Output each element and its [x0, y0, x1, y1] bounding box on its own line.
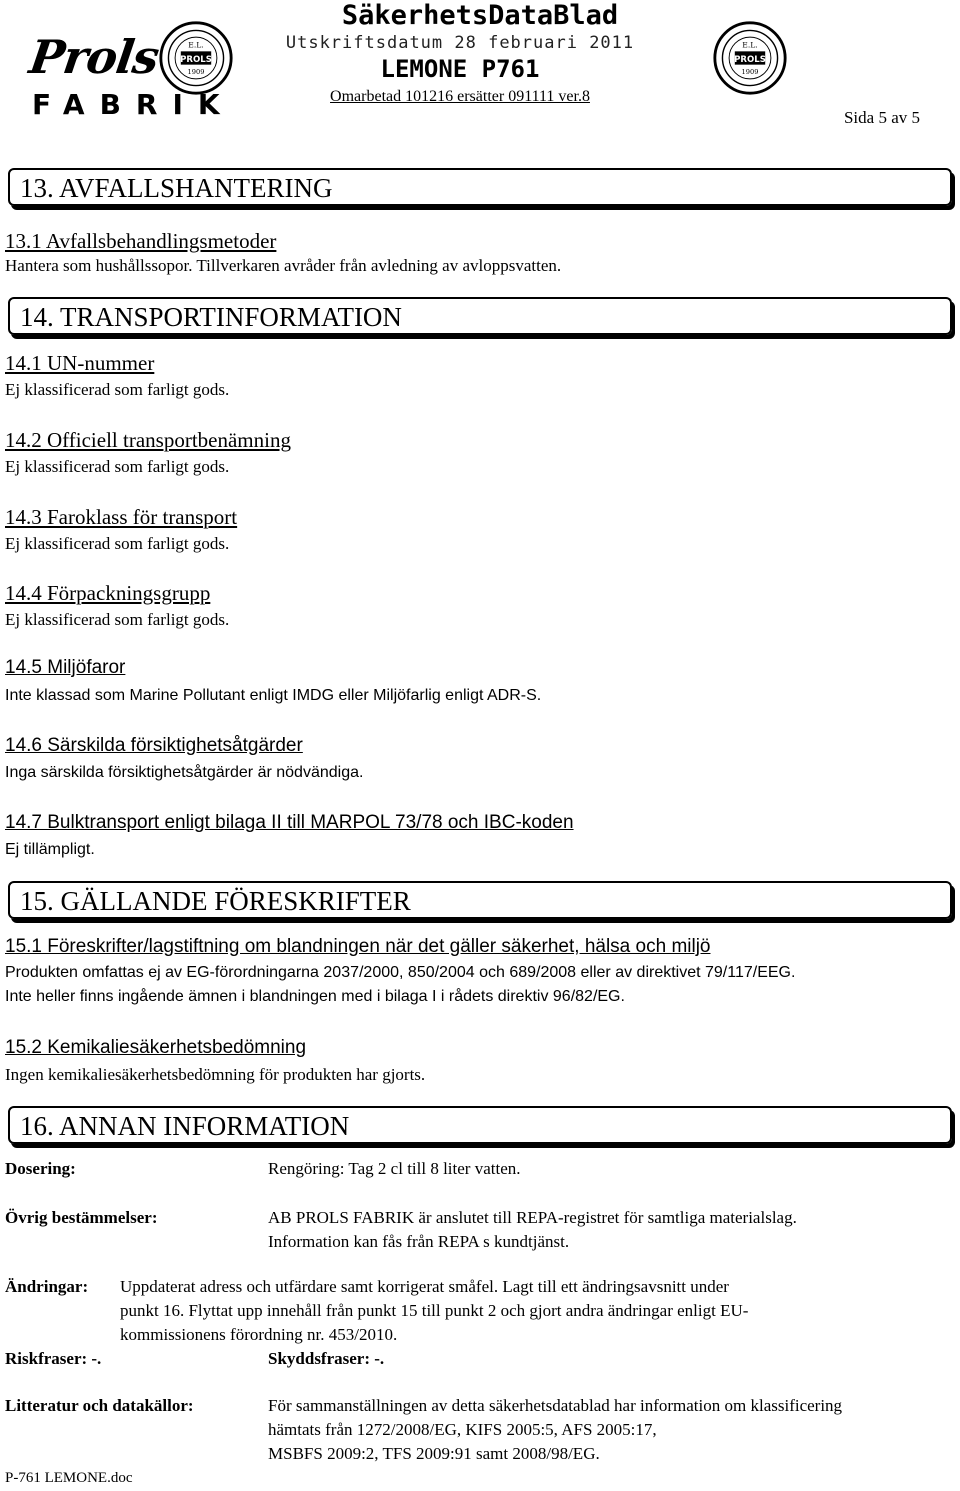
- document-title: SäkerhetsDataBlad: [341, 0, 619, 31]
- subsection-heading: 14.6 Särskilda försiktighetsåtgärder: [5, 735, 303, 756]
- section-title: 14. TRANSPORTINFORMATION: [20, 302, 402, 332]
- company-logo-subtitle: FABRIK: [32, 88, 235, 121]
- subsection-heading: 14.5 Miljöfaror: [5, 657, 126, 678]
- subsection-text: Inte heller finns ingående ämnen i blandningen med i bilaga I i rådets direktiv 96/82/EG.: [5, 988, 625, 1005]
- subsection-heading: 14.2 Officiell transportbenämning: [5, 428, 291, 452]
- svg-text:1909: 1909: [741, 68, 759, 77]
- subsection-text: Ej tillämpligt.: [5, 841, 95, 858]
- subsection-text: Ej klassificerad som farligt gods.: [5, 380, 230, 399]
- subsection-heading: 13.1 Avfallsbehandlingsmetoder: [5, 229, 277, 253]
- litteratur-line: MSBFS 2009:2, TFS 2009:91 samt 2008/98/EG.: [268, 1444, 600, 1463]
- page-number: Sida 5 av 5: [843, 108, 920, 127]
- ovrig-label: Övrig bestämmelser:: [5, 1208, 158, 1227]
- subsection-text: Ingen kemikaliesäkerhetsbedömning för produkten har gjorts.: [5, 1065, 426, 1084]
- section-16-header: [8, 1106, 952, 1144]
- section-13-header: [8, 168, 952, 206]
- subsection-text: Ej klassificerad som farligt gods.: [5, 610, 230, 629]
- section-title: 13. AVFALLSHANTERING: [20, 173, 333, 203]
- dosering-value: Rengöring: Tag 2 cl till 8 liter vatten.: [268, 1159, 521, 1178]
- litteratur-line: För sammanställningen av detta säkerhetsdatablad har information om klassificering: [268, 1396, 843, 1415]
- svg-text:PROLS: PROLS: [734, 54, 766, 65]
- print-date: Utskriftsdatum 28 februari 2011: [285, 33, 635, 53]
- andringar-line: punkt 16. Flyttat upp innehåll från punkt 15 till punkt 2 och gjort andra ändringar enligt EU-: [120, 1301, 749, 1320]
- ovrig-value-line: Information kan fås från REPA s kundtjänst.: [268, 1232, 570, 1251]
- subsection-text: Inga särskilda försiktighetsåtgärder är nödvändiga.: [5, 764, 364, 781]
- svg-text:PROLS: PROLS: [180, 54, 212, 65]
- subsection-heading: 14.7 Bulktransport enligt bilaga II till MARPOL 73/78 och IBC-koden: [5, 812, 574, 833]
- svg-text:E.L.: E.L.: [742, 40, 758, 50]
- company-logo: Prols: [26, 30, 162, 84]
- subsection-heading: 15.1 Föreskrifter/lagstiftning om blandningen när det gäller säkerhet, hälsa och miljö: [5, 936, 711, 957]
- ovrig-value-line: AB PROLS FABRIK är anslutet till REPA-registret för samtliga materialslag.: [268, 1208, 797, 1227]
- subsection-text: Inte klassad som Marine Pollutant enligt IMDG eller Miljöfarlig enligt ADR-S.: [5, 687, 542, 704]
- andringar-line: kommissionens förordning nr. 453/2010.: [120, 1325, 398, 1344]
- revision-info: Omarbetad 101216 ersätter 091111 ver.8: [330, 88, 590, 105]
- section-title: 15. GÄLLANDE FÖRESKRIFTER: [20, 886, 411, 916]
- subsection-text: Produkten omfattas ej av EG-förordningarna 2037/2000, 850/2004 och 689/2008 eller av direktivet 79/117/EEG.: [5, 964, 796, 981]
- subsection-text: Hantera som hushållssopor. Tillverkaren avråder från avledning av avloppsvatten.: [5, 256, 562, 275]
- section-15-header: [8, 881, 952, 919]
- dosering-label: Dosering:: [5, 1159, 76, 1178]
- subsection-text: Ej klassificerad som farligt gods.: [5, 534, 230, 553]
- skyddsfraser: Skyddsfraser: -.: [268, 1349, 385, 1368]
- andringar-line: Uppdaterat adress och utfärdare samt korrigerat småfel. Lagt till ett ändringsavsnitt under: [120, 1277, 729, 1296]
- litteratur-label: Litteratur och datakällor:: [5, 1396, 194, 1415]
- subsection-heading: 14.3 Faroklass för transport: [5, 505, 238, 529]
- svg-text:1909: 1909: [187, 68, 205, 77]
- andringar-label: Ändringar:: [5, 1277, 89, 1296]
- svg-text:E.L.: E.L.: [188, 40, 204, 50]
- product-name: LEMONE P761: [380, 55, 540, 83]
- riskfraser: Riskfraser: -.: [5, 1349, 102, 1368]
- section-title: 16. ANNAN INFORMATION: [20, 1111, 350, 1141]
- subsection-heading: 14.4 Förpackningsgrupp: [5, 581, 211, 605]
- footer-filename: P-761 LEMONE.doc: [5, 1470, 133, 1486]
- litteratur-line: hämtats från 1272/2008/EG, KIFS 2005:5, AFS 2005:17,: [268, 1420, 657, 1439]
- section-14-header: [8, 297, 952, 335]
- subsection-heading: 15.2 Kemikaliesäkerhetsbedömning: [5, 1037, 307, 1058]
- subsection-heading: 14.1 UN-nummer: [5, 351, 155, 375]
- subsection-text: Ej klassificerad som farligt gods.: [5, 457, 230, 476]
